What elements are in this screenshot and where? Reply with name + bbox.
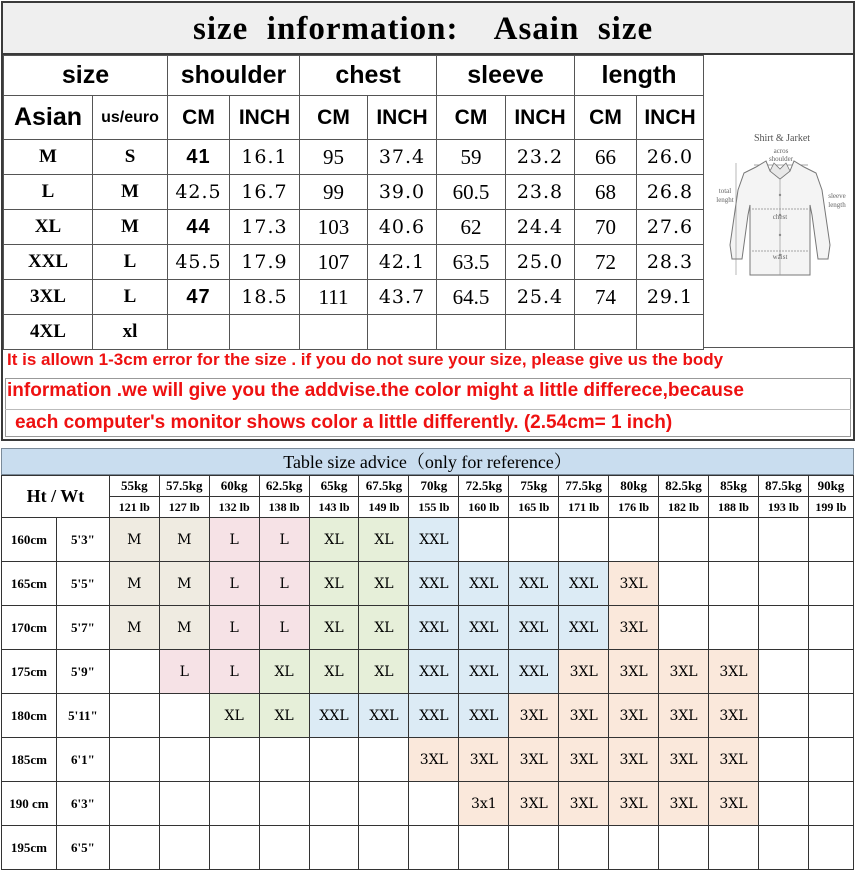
recommended-size-cell	[758, 694, 808, 738]
chest-header: chest	[300, 56, 437, 96]
recommended-size-cell: XXL	[509, 562, 559, 606]
weight-lb-header: 171 lb	[559, 497, 609, 518]
diagram-chest-label: chest	[772, 213, 788, 221]
recommended-size-cell: XL	[209, 694, 259, 738]
recommended-size-cell: 3XL	[609, 694, 659, 738]
sleeve-cm-cell: 59	[437, 140, 506, 175]
recommended-size-cell: M	[159, 518, 209, 562]
recommended-size-cell	[808, 694, 853, 738]
size-chart-table	[3, 55, 704, 350]
length-inch-cell: 28.3	[637, 245, 704, 280]
recommended-size-cell: XL	[309, 606, 359, 650]
recommended-size-cell: L	[209, 518, 259, 562]
sleeve-cm-header: CM	[437, 96, 506, 140]
weight-lb-header: 176 lb	[609, 497, 659, 518]
size-advice-table	[1, 475, 854, 870]
chest-cm-header: CM	[300, 96, 368, 140]
recommended-size-cell: 3XL	[709, 650, 759, 694]
recommended-size-cell	[808, 826, 853, 870]
weight-kg-header: 85kg	[709, 476, 759, 497]
weight-lb-header: 182 lb	[659, 497, 709, 518]
recommended-size-cell: 3XL	[659, 650, 709, 694]
height-cm-cell: 180cm	[2, 694, 57, 738]
recommended-size-cell: XXL	[409, 650, 459, 694]
length-inch-header: INCH	[637, 96, 704, 140]
recommended-size-cell	[609, 826, 659, 870]
recommended-size-cell: XL	[359, 650, 409, 694]
recommended-size-cell: XL	[309, 518, 359, 562]
height-feet-cell: 5'5"	[56, 562, 109, 606]
recommended-size-cell: 3XL	[509, 782, 559, 826]
length-inch-cell: 27.6	[637, 210, 704, 245]
diagram-length-label: lenght	[716, 196, 734, 204]
recommended-size-cell	[659, 606, 709, 650]
size-row	[4, 175, 704, 210]
height-weight-corner-label: Ht / Wt	[2, 476, 110, 518]
shirt-button	[779, 234, 781, 236]
recommended-size-cell: 3XL	[559, 650, 609, 694]
length-cm-cell: 68	[575, 175, 637, 210]
recommended-size-cell	[259, 782, 309, 826]
us-euro-size-header: us/euro	[93, 96, 168, 140]
us-size-cell: M	[93, 210, 168, 245]
weight-kg-header: 65kg	[309, 476, 359, 497]
recommended-size-cell	[709, 562, 759, 606]
weight-lb-header: 121 lb	[109, 497, 159, 518]
weight-lb-header-row	[2, 497, 854, 518]
height-feet-cell: 5'9"	[56, 650, 109, 694]
shoulder-cm-cell: 47	[168, 280, 230, 315]
height-cm-cell: 185cm	[2, 738, 57, 782]
recommended-size-cell	[758, 826, 808, 870]
shoulder-header: shoulder	[168, 56, 300, 96]
height-row	[2, 650, 854, 694]
recommended-size-cell	[209, 738, 259, 782]
recommended-size-cell: 3XL	[709, 738, 759, 782]
size-information-title: size information: Asain size	[3, 3, 853, 55]
recommended-size-cell	[808, 782, 853, 826]
size-advice-title: Table size advice（only for reference）	[1, 448, 854, 475]
sleeve-cm-cell: 63.5	[437, 245, 506, 280]
weight-kg-header: 55kg	[109, 476, 159, 497]
weight-lb-header: 193 lb	[758, 497, 808, 518]
recommended-size-cell	[109, 738, 159, 782]
recommended-size-cell	[109, 650, 159, 694]
shoulder-cm-cell: 42.5	[168, 175, 230, 210]
shoulder-inch-cell	[230, 315, 300, 350]
sleeve-inch-cell: 25.4	[506, 280, 575, 315]
recommended-size-cell: 3XL	[709, 782, 759, 826]
recommended-size-cell: 3XL	[559, 782, 609, 826]
notice-divider	[5, 409, 851, 410]
height-feet-cell: 5'11"	[56, 694, 109, 738]
sleeve-inch-header: INCH	[506, 96, 575, 140]
diagram-total-label: total	[718, 187, 732, 195]
length-cm-cell: 66	[575, 140, 637, 175]
height-cm-cell: 170cm	[2, 606, 57, 650]
recommended-size-cell	[808, 562, 853, 606]
weight-kg-header: 60kg	[209, 476, 259, 497]
recommended-size-cell: 3XL	[609, 562, 659, 606]
recommended-size-cell: XXL	[409, 694, 459, 738]
recommended-size-cell	[159, 738, 209, 782]
recommended-size-cell	[459, 518, 509, 562]
weight-lb-header: 127 lb	[159, 497, 209, 518]
sleeve-cm-cell: 60.5	[437, 175, 506, 210]
weight-kg-header-row	[2, 476, 854, 497]
recommended-size-cell: L	[259, 562, 309, 606]
us-size-cell: L	[93, 245, 168, 280]
diagram-shoulder-label: shoulder	[768, 155, 794, 163]
recommended-size-cell	[758, 606, 808, 650]
size-row	[4, 140, 704, 175]
shirt-diagram-icon	[704, 55, 854, 348]
recommended-size-cell	[758, 562, 808, 606]
height-feet-cell: 5'7"	[56, 606, 109, 650]
recommended-size-cell: M	[109, 562, 159, 606]
diagram-across-label: acros	[773, 147, 789, 155]
length-inch-cell: 29.1	[637, 280, 704, 315]
recommended-size-cell: 3XL	[659, 694, 709, 738]
recommended-size-cell	[559, 826, 609, 870]
length-inch-cell: 26.0	[637, 140, 704, 175]
recommended-size-cell	[159, 782, 209, 826]
recommended-size-cell	[709, 518, 759, 562]
recommended-size-cell: XXL	[459, 694, 509, 738]
shoulder-cm-header: CM	[168, 96, 230, 140]
diagram-sleeve-label: sleeve	[828, 192, 846, 200]
height-cm-cell: 190 cm	[2, 782, 57, 826]
recommended-size-cell: 3XL	[609, 650, 659, 694]
shirt-button	[779, 194, 781, 196]
recommended-size-cell	[109, 694, 159, 738]
weight-lb-header: 149 lb	[359, 497, 409, 518]
recommended-size-cell: 3XL	[659, 782, 709, 826]
weight-lb-header: 132 lb	[209, 497, 259, 518]
chest-inch-header: INCH	[368, 96, 437, 140]
sleeve-inch-cell: 23.8	[506, 175, 575, 210]
weight-kg-header: 80kg	[609, 476, 659, 497]
length-cm-cell: 72	[575, 245, 637, 280]
weight-kg-header: 87.5kg	[758, 476, 808, 497]
size-notice	[3, 348, 853, 439]
recommended-size-cell	[758, 650, 808, 694]
notice-line: each computer's monitor shows color a little differently. (2.54cm= 1 inch)	[15, 412, 673, 433]
recommended-size-cell	[808, 518, 853, 562]
recommended-size-cell: 3XL	[509, 694, 559, 738]
recommended-size-cell	[209, 782, 259, 826]
sleeve-inch-cell: 24.4	[506, 210, 575, 245]
height-row	[2, 562, 854, 606]
chest-cm-cell: 95	[300, 140, 368, 175]
recommended-size-cell: XL	[359, 562, 409, 606]
chest-inch-cell	[368, 315, 437, 350]
weight-kg-header: 67.5kg	[359, 476, 409, 497]
recommended-size-cell: M	[109, 518, 159, 562]
chest-inch-cell: 39.0	[368, 175, 437, 210]
recommended-size-cell: 3XL	[609, 738, 659, 782]
chest-cm-cell: 107	[300, 245, 368, 280]
asian-size-cell: 4XL	[4, 315, 93, 350]
weight-kg-header: 82.5kg	[659, 476, 709, 497]
size-row	[4, 280, 704, 315]
size-row	[4, 315, 704, 350]
chest-cm-cell: 111	[300, 280, 368, 315]
chest-inch-cell: 42.1	[368, 245, 437, 280]
recommended-size-cell	[309, 782, 359, 826]
weight-kg-header: 90kg	[808, 476, 853, 497]
chest-cm-cell: 99	[300, 175, 368, 210]
asian-size-cell: M	[4, 140, 93, 175]
length-inch-cell	[637, 315, 704, 350]
recommended-size-cell	[259, 738, 309, 782]
recommended-size-cell	[459, 826, 509, 870]
chest-cm-cell: 103	[300, 210, 368, 245]
recommended-size-cell	[709, 826, 759, 870]
recommended-size-cell	[309, 826, 359, 870]
recommended-size-cell: 3XL	[609, 782, 659, 826]
recommended-size-cell: XXL	[559, 562, 609, 606]
diagram-title: Shirt & Jarket	[753, 133, 811, 144]
weight-lb-header: 138 lb	[259, 497, 309, 518]
shoulder-inch-cell: 16.1	[230, 140, 300, 175]
recommended-size-cell: XL	[309, 650, 359, 694]
recommended-size-cell: M	[159, 606, 209, 650]
diagram-sleeve-length-label: length	[828, 201, 846, 209]
recommended-size-cell: L	[159, 650, 209, 694]
recommended-size-cell	[359, 782, 409, 826]
sleeve-inch-cell: 23.2	[506, 140, 575, 175]
recommended-size-cell: XXL	[359, 694, 409, 738]
weight-lb-header: 199 lb	[808, 497, 853, 518]
us-size-cell: L	[93, 280, 168, 315]
height-feet-cell: 6'1"	[56, 738, 109, 782]
asian-size-cell: XXL	[4, 245, 93, 280]
recommended-size-cell	[609, 518, 659, 562]
shirt-measurement-diagram	[703, 55, 853, 348]
height-row	[2, 738, 854, 782]
recommended-size-cell	[659, 562, 709, 606]
recommended-size-cell	[409, 782, 459, 826]
recommended-size-cell: XL	[259, 694, 309, 738]
recommended-size-cell	[808, 738, 853, 782]
recommended-size-cell	[209, 826, 259, 870]
size-advice-section	[1, 448, 854, 880]
height-cm-cell: 165cm	[2, 562, 57, 606]
height-row	[2, 826, 854, 870]
us-size-cell: S	[93, 140, 168, 175]
shoulder-inch-header: INCH	[230, 96, 300, 140]
sleeve-header: sleeve	[437, 56, 575, 96]
weight-kg-header: 72.5kg	[459, 476, 509, 497]
recommended-size-cell: XL	[359, 518, 409, 562]
recommended-size-cell: XL	[309, 562, 359, 606]
recommended-size-cell	[709, 606, 759, 650]
length-inch-cell: 26.8	[637, 175, 704, 210]
recommended-size-cell: XL	[259, 650, 309, 694]
recommended-size-cell: XL	[359, 606, 409, 650]
us-size-cell: xl	[93, 315, 168, 350]
recommended-size-cell: XXL	[509, 606, 559, 650]
weight-kg-header: 62.5kg	[259, 476, 309, 497]
height-row	[2, 518, 854, 562]
recommended-size-cell	[109, 782, 159, 826]
recommended-size-cell: 3XL	[559, 694, 609, 738]
asian-size-cell: L	[4, 175, 93, 210]
recommended-size-cell: M	[159, 562, 209, 606]
chest-inch-cell: 40.6	[368, 210, 437, 245]
recommended-size-cell: L	[259, 606, 309, 650]
recommended-size-cell: XXL	[309, 694, 359, 738]
weight-kg-header: 77.5kg	[559, 476, 609, 497]
shoulder-cm-cell: 45.5	[168, 245, 230, 280]
weight-lb-header: 155 lb	[409, 497, 459, 518]
recommended-size-cell: L	[259, 518, 309, 562]
height-feet-cell: 6'3"	[56, 782, 109, 826]
shoulder-cm-cell: 44	[168, 210, 230, 245]
recommended-size-cell: XXL	[509, 650, 559, 694]
recommended-size-cell	[259, 826, 309, 870]
shoulder-inch-cell: 17.3	[230, 210, 300, 245]
chest-inch-cell: 37.4	[368, 140, 437, 175]
length-cm-header: CM	[575, 96, 637, 140]
recommended-size-cell: 3XL	[509, 738, 559, 782]
weight-kg-header: 75kg	[509, 476, 559, 497]
diagram-waist-label: waist	[772, 253, 788, 261]
recommended-size-cell	[659, 826, 709, 870]
weight-kg-header: 70kg	[409, 476, 459, 497]
recommended-size-cell: XXL	[459, 606, 509, 650]
shoulder-inch-cell: 16.7	[230, 175, 300, 210]
sleeve-cm-cell: 62	[437, 210, 506, 245]
weight-lb-header: 188 lb	[709, 497, 759, 518]
sleeve-inch-cell: 25.0	[506, 245, 575, 280]
shoulder-inch-cell: 17.9	[230, 245, 300, 280]
recommended-size-cell: XXL	[459, 650, 509, 694]
recommended-size-cell	[758, 738, 808, 782]
weight-lb-header: 143 lb	[309, 497, 359, 518]
size-header: size	[4, 56, 168, 96]
recommended-size-cell	[758, 782, 808, 826]
size-row	[4, 245, 704, 280]
recommended-size-cell: XXL	[559, 606, 609, 650]
recommended-size-cell	[758, 518, 808, 562]
height-cm-cell: 175cm	[2, 650, 57, 694]
recommended-size-cell	[808, 650, 853, 694]
recommended-size-cell: XXL	[409, 606, 459, 650]
height-row	[2, 782, 854, 826]
recommended-size-cell	[309, 738, 359, 782]
length-header: length	[575, 56, 704, 96]
recommended-size-cell: 3XL	[609, 606, 659, 650]
weight-kg-header: 57.5kg	[159, 476, 209, 497]
asian-size-cell: 3XL	[4, 280, 93, 315]
recommended-size-cell	[159, 694, 209, 738]
shoulder-cm-cell: 41	[168, 140, 230, 175]
recommended-size-cell: XXL	[409, 518, 459, 562]
notice-line: information .we will give you the addvise.the color might a little differece,because	[7, 380, 744, 401]
recommended-size-cell: 3XL	[409, 738, 459, 782]
asian-size-cell: XL	[4, 210, 93, 245]
weight-lb-header: 165 lb	[509, 497, 559, 518]
recommended-size-cell: M	[109, 606, 159, 650]
height-cm-cell: 195cm	[2, 826, 57, 870]
recommended-size-cell	[159, 826, 209, 870]
recommended-size-cell	[359, 738, 409, 782]
recommended-size-cell: L	[209, 562, 259, 606]
weight-lb-header: 160 lb	[459, 497, 509, 518]
height-cm-cell: 160cm	[2, 518, 57, 562]
recommended-size-cell	[808, 606, 853, 650]
recommended-size-cell	[109, 826, 159, 870]
length-cm-cell: 74	[575, 280, 637, 315]
size-row	[4, 210, 704, 245]
notice-line: It is allown 1-3cm error for the size . if you do not sure your size, please give us the body	[7, 350, 724, 369]
sleeve-cm-cell: 64.5	[437, 280, 506, 315]
recommended-size-cell	[409, 826, 459, 870]
recommended-size-cell	[559, 518, 609, 562]
height-feet-cell: 5'3"	[56, 518, 109, 562]
chest-cm-cell	[300, 315, 368, 350]
recommended-size-cell	[659, 518, 709, 562]
sleeve-cm-cell	[437, 315, 506, 350]
recommended-size-cell: L	[209, 650, 259, 694]
height-row	[2, 606, 854, 650]
recommended-size-cell: 3XL	[659, 738, 709, 782]
sleeve-inch-cell	[506, 315, 575, 350]
shoulder-cm-cell	[168, 315, 230, 350]
length-cm-cell: 70	[575, 210, 637, 245]
asian-size-header: Asian	[4, 96, 93, 140]
height-feet-cell: 6'5"	[56, 826, 109, 870]
recommended-size-cell: 3XL	[459, 738, 509, 782]
recommended-size-cell: 3x1	[459, 782, 509, 826]
size-information-panel	[1, 1, 855, 441]
height-row	[2, 694, 854, 738]
recommended-size-cell: 3XL	[559, 738, 609, 782]
recommended-size-cell: XXL	[409, 562, 459, 606]
recommended-size-cell: XXL	[459, 562, 509, 606]
recommended-size-cell	[509, 826, 559, 870]
length-cm-cell	[575, 315, 637, 350]
recommended-size-cell: L	[209, 606, 259, 650]
recommended-size-cell: 3XL	[709, 694, 759, 738]
shoulder-inch-cell: 18.5	[230, 280, 300, 315]
us-size-cell: M	[93, 175, 168, 210]
recommended-size-cell	[509, 518, 559, 562]
chest-inch-cell: 43.7	[368, 280, 437, 315]
recommended-size-cell	[359, 826, 409, 870]
